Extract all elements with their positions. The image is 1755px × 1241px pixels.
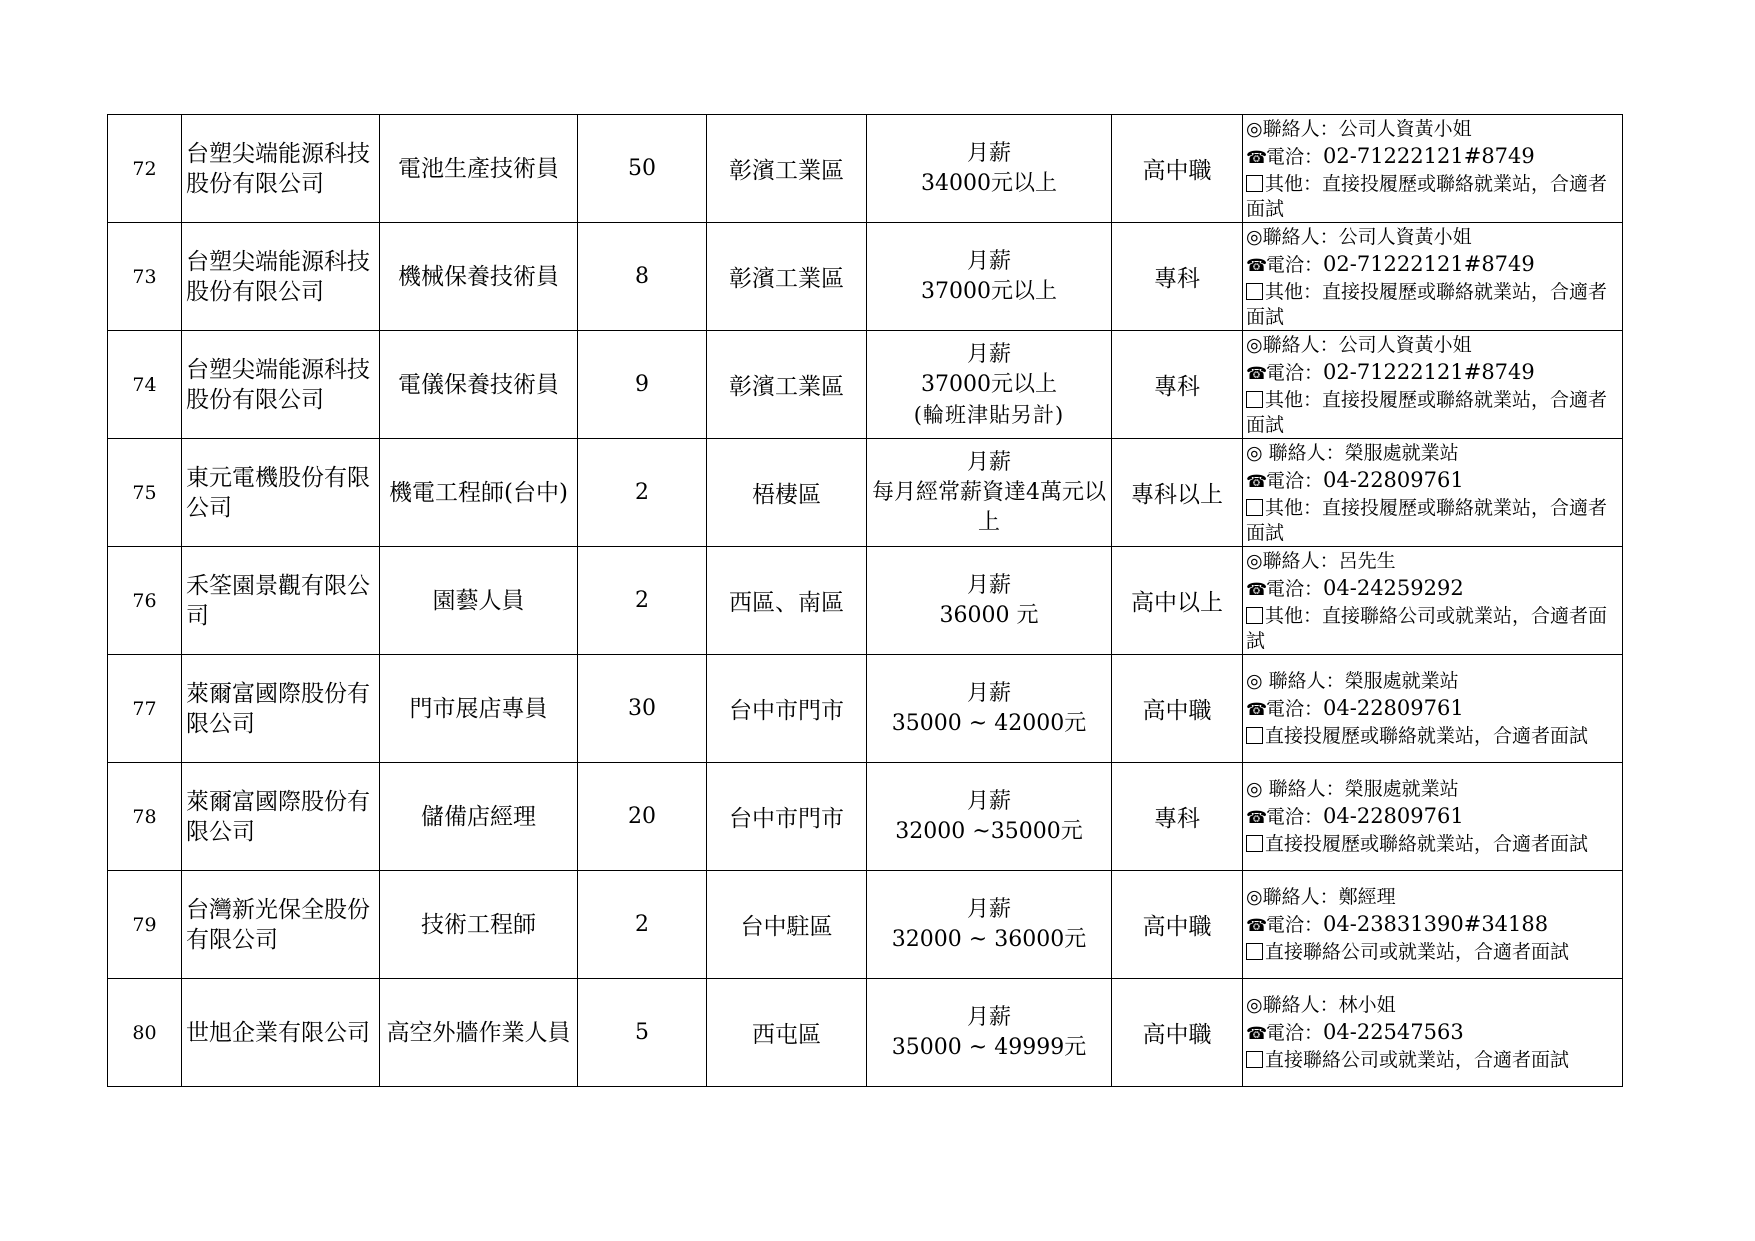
phone-label: 電洽：: [1266, 145, 1324, 168]
row-number: 80: [108, 979, 182, 1087]
circle-mark-icon: ◎: [1246, 670, 1263, 692]
checkbox-icon: [1246, 1051, 1263, 1068]
phone-line: [1246, 251, 1622, 280]
contact-person-line: [1246, 332, 1622, 359]
phone-number: 04-24259292: [1323, 575, 1464, 600]
salary-cell: [867, 871, 1112, 979]
table-row: [108, 979, 1623, 1087]
checkbox-icon: [1246, 607, 1263, 624]
row-number: 75: [108, 439, 182, 547]
salary-cell: [867, 331, 1112, 439]
checkbox-icon: [1246, 943, 1263, 960]
contact-cell: [1243, 223, 1623, 331]
job-title: 儲備店經理: [380, 763, 578, 871]
checkbox-icon: [1246, 175, 1263, 192]
phone-line: [1246, 143, 1622, 172]
work-location: 台中市門市: [707, 763, 867, 871]
phone-number: 04-22809761: [1323, 804, 1464, 828]
openings-count: 20: [578, 763, 707, 871]
education-requirement: 專科: [1112, 763, 1243, 871]
company-name: 萊爾富國際股份有限公司: [182, 763, 380, 871]
contact-cell: [1243, 115, 1623, 223]
circle-mark-icon: ◎: [1246, 441, 1263, 464]
phone-label: 電洽：: [1266, 469, 1324, 492]
circle-mark-icon: ◎: [1246, 549, 1263, 572]
contact-person-line: [1246, 116, 1622, 143]
contact-person-line: [1246, 548, 1622, 575]
row-number: 76: [108, 547, 182, 655]
company-name: 世旭企業有限公司: [182, 979, 380, 1087]
salary-note: (輪班津貼另計): [913, 402, 1065, 427]
phone-icon: ☎: [1246, 471, 1268, 492]
contact-person: 聯絡人：榮服處就業站: [1262, 670, 1459, 692]
checkbox-icon: [1246, 727, 1263, 744]
other-line: [1246, 280, 1622, 330]
phone-label: 電洽：: [1266, 577, 1324, 600]
salary-amount: 37000元以上: [921, 371, 1057, 397]
contact-cell: [1243, 655, 1623, 763]
other-instructions: 其他：直接投履歷或聯絡就業站，合適者面試: [1246, 172, 1608, 220]
row-number: 72: [108, 115, 182, 223]
education-requirement: 高中以上: [1112, 547, 1243, 655]
company-name: 台塑尖端能源科技股份有限公司: [182, 115, 380, 223]
phone-icon: ☎: [1246, 363, 1268, 384]
other-instructions: 其他：直接投履歷或聯絡就業站，合適者面試: [1246, 496, 1608, 544]
work-location: 梧棲區: [707, 439, 867, 547]
salary-amount: 35000 ~ 42000元: [891, 710, 1087, 736]
contact-person-line: [1246, 224, 1622, 251]
phone-number: 02-71222121#8749: [1323, 143, 1535, 168]
table-row: [108, 223, 1623, 331]
openings-count: 5: [578, 979, 707, 1087]
contact-person: 聯絡人：公司人資黃小姐: [1262, 333, 1472, 356]
openings-count: 2: [578, 547, 707, 655]
phone-number: 04-22809761: [1323, 467, 1464, 492]
salary-amount: 32000 ~ 36000元: [891, 926, 1087, 952]
education-requirement: 高中職: [1112, 115, 1243, 223]
job-title: 電儀保養技術員: [380, 331, 578, 439]
contact-person: 聯絡人：公司人資黃小姐: [1262, 225, 1472, 248]
education-requirement: 專科: [1112, 331, 1243, 439]
contact-person: 聯絡人：呂先生: [1262, 549, 1396, 572]
company-name: 台灣新光保全股份有限公司: [182, 871, 380, 979]
work-location: 彰濱工業區: [707, 331, 867, 439]
salary-amount: 35000 ~ 49999元: [891, 1034, 1087, 1060]
contact-cell: [1243, 763, 1623, 871]
job-title: 門市展店專員: [380, 655, 578, 763]
phone-number: 02-71222121#8749: [1323, 359, 1535, 384]
phone-number: 04-22547563: [1323, 1020, 1464, 1044]
openings-count: 9: [578, 331, 707, 439]
table-row: [108, 331, 1623, 439]
phone-number: 04-22809761: [1323, 696, 1464, 720]
salary-label: 月薪: [966, 449, 1011, 475]
contact-person: 聯絡人：榮服處就業站: [1262, 778, 1459, 800]
circle-mark-icon: ◎: [1246, 333, 1263, 356]
circle-mark-icon: ◎: [1246, 778, 1263, 800]
other-instructions: 其他：直接聯絡公司或就業站，合適者面試: [1246, 604, 1608, 652]
phone-icon: ☎: [1246, 1024, 1268, 1044]
table-row: [108, 871, 1623, 979]
job-title: 高空外牆作業人員: [380, 979, 578, 1087]
contact-person-line: [1246, 440, 1622, 467]
row-number: 73: [108, 223, 182, 331]
contact-cell: [1243, 547, 1623, 655]
phone-label: 電洽：: [1266, 361, 1324, 384]
salary-amount: 每月經常薪資達4萬元以上: [872, 479, 1106, 535]
job-title: 園藝人員: [380, 547, 578, 655]
phone-line: [1246, 803, 1622, 832]
salary-amount: 36000 元: [939, 602, 1039, 628]
work-location: 台中駐區: [707, 871, 867, 979]
contact-person: 聯絡人：鄭經理: [1262, 886, 1396, 908]
other-instructions: 直接投履歷或聯絡就業站，合適者面試: [1265, 833, 1589, 855]
company-name: 台塑尖端能源科技股份有限公司: [182, 331, 380, 439]
checkbox-icon: [1246, 391, 1263, 408]
openings-count: 8: [578, 223, 707, 331]
phone-line: [1246, 695, 1622, 724]
salary-label: 月薪: [966, 341, 1011, 367]
row-number: 74: [108, 331, 182, 439]
phone-icon: ☎: [1246, 579, 1268, 600]
other-line: [1246, 1048, 1622, 1073]
job-title: 技術工程師: [380, 871, 578, 979]
salary-label: 月薪: [966, 140, 1011, 166]
phone-icon: ☎: [1246, 700, 1268, 720]
salary-amount: 34000元以上: [921, 170, 1057, 196]
salary-label: 月薪: [966, 788, 1011, 814]
phone-line: [1246, 911, 1622, 940]
job-title: 機電工程師(台中): [380, 439, 578, 547]
job-title: 電池生產技術員: [380, 115, 578, 223]
table-row: [108, 655, 1623, 763]
work-location: 彰濱工業區: [707, 223, 867, 331]
salary-label: 月薪: [966, 896, 1011, 922]
job-listings-table: [107, 114, 1623, 1087]
other-instructions: 直接聯絡公司或就業站，合適者面試: [1265, 941, 1570, 963]
phone-label: 電洽：: [1266, 914, 1324, 936]
work-location: 西屯區: [707, 979, 867, 1087]
salary-amount: 37000元以上: [921, 278, 1057, 304]
contact-person: 聯絡人：公司人資黃小姐: [1262, 117, 1472, 140]
phone-label: 電洽：: [1266, 806, 1324, 828]
other-line: [1246, 496, 1622, 546]
salary-label: 月薪: [966, 572, 1011, 598]
circle-mark-icon: ◎: [1246, 117, 1263, 140]
education-requirement: 高中職: [1112, 871, 1243, 979]
phone-label: 電洽：: [1266, 1022, 1324, 1044]
checkbox-icon: [1246, 499, 1263, 516]
work-location: 台中市門市: [707, 655, 867, 763]
contact-cell: [1243, 439, 1623, 547]
phone-line: [1246, 1019, 1622, 1048]
circle-mark-icon: ◎: [1246, 886, 1263, 908]
education-requirement: 高中職: [1112, 655, 1243, 763]
phone-line: [1246, 359, 1622, 388]
education-requirement: 高中職: [1112, 979, 1243, 1087]
row-number: 77: [108, 655, 182, 763]
contact-person-line: [1246, 668, 1622, 695]
other-line: [1246, 388, 1622, 438]
openings-count: 50: [578, 115, 707, 223]
checkbox-icon: [1246, 835, 1263, 852]
salary-amount: 32000 ~35000元: [895, 818, 1083, 844]
contact-cell: [1243, 331, 1623, 439]
contact-person: 聯絡人：榮服處就業站: [1262, 441, 1459, 464]
contact-person-line: [1246, 776, 1622, 803]
table-row: [108, 439, 1623, 547]
contact-person: 聯絡人：林小姐: [1262, 994, 1396, 1016]
phone-icon: ☎: [1246, 255, 1268, 276]
other-instructions: 其他：直接投履歷或聯絡就業站，合適者面試: [1246, 280, 1608, 328]
other-instructions: 其他：直接投履歷或聯絡就業站，合適者面試: [1246, 388, 1608, 436]
contact-person-line: [1246, 884, 1622, 911]
work-location: 彰濱工業區: [707, 115, 867, 223]
salary-cell: [867, 547, 1112, 655]
salary-label: 月薪: [966, 1004, 1011, 1030]
phone-number: 04-23831390#34188: [1323, 912, 1549, 936]
phone-icon: ☎: [1246, 147, 1268, 168]
salary-label: 月薪: [966, 248, 1011, 274]
phone-icon: ☎: [1246, 808, 1268, 828]
phone-number: 02-71222121#8749: [1323, 251, 1535, 276]
other-instructions: 直接聯絡公司或就業站，合適者面試: [1265, 1049, 1570, 1071]
other-line: [1246, 172, 1622, 222]
phone-icon: ☎: [1246, 916, 1268, 936]
education-requirement: 專科以上: [1112, 439, 1243, 547]
checkbox-icon: [1246, 283, 1263, 300]
table-body: [108, 115, 1623, 1087]
company-name: 萊爾富國際股份有限公司: [182, 655, 380, 763]
company-name: 禾筌園景觀有限公司: [182, 547, 380, 655]
salary-cell: [867, 439, 1112, 547]
phone-label: 電洽：: [1266, 698, 1324, 720]
other-line: [1246, 940, 1622, 965]
row-number: 78: [108, 763, 182, 871]
circle-mark-icon: ◎: [1246, 994, 1263, 1016]
salary-cell: [867, 223, 1112, 331]
table-row: [108, 115, 1623, 223]
work-location: 西區、南區: [707, 547, 867, 655]
job-title: 機械保養技術員: [380, 223, 578, 331]
company-name: 東元電機股份有限公司: [182, 439, 380, 547]
other-line: [1246, 604, 1622, 654]
other-line: [1246, 724, 1622, 749]
phone-label: 電洽：: [1266, 253, 1324, 276]
phone-line: [1246, 467, 1622, 496]
contact-person-line: [1246, 992, 1622, 1019]
salary-cell: [867, 979, 1112, 1087]
company-name: 台塑尖端能源科技股份有限公司: [182, 223, 380, 331]
openings-count: 2: [578, 439, 707, 547]
contact-cell: [1243, 979, 1623, 1087]
openings-count: 2: [578, 871, 707, 979]
phone-line: [1246, 575, 1622, 604]
row-number: 79: [108, 871, 182, 979]
salary-cell: [867, 655, 1112, 763]
table-row: [108, 763, 1623, 871]
salary-cell: [867, 115, 1112, 223]
education-requirement: 專科: [1112, 223, 1243, 331]
circle-mark-icon: ◎: [1246, 225, 1263, 248]
table-row: [108, 547, 1623, 655]
other-instructions: 直接投履歷或聯絡就業站，合適者面試: [1265, 725, 1589, 747]
salary-cell: [867, 763, 1112, 871]
other-line: [1246, 832, 1622, 857]
contact-cell: [1243, 871, 1623, 979]
salary-label: 月薪: [966, 680, 1011, 706]
openings-count: 30: [578, 655, 707, 763]
